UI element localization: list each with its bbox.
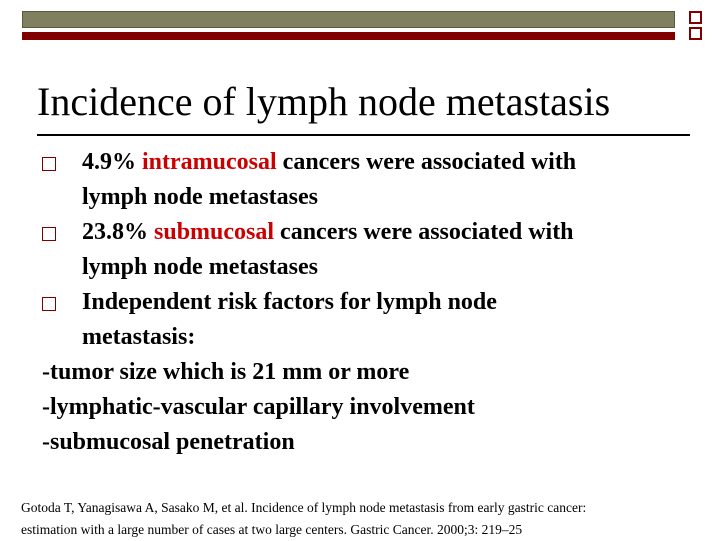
header-bar <box>22 11 675 39</box>
slide-body <box>42 145 702 460</box>
risk-factor-line: -submucosal penetration <box>42 429 295 455</box>
bullet-text: 4.9% <box>82 149 142 175</box>
bullet-item <box>42 145 702 215</box>
bullet-text: 23.8% <box>82 219 154 245</box>
square-bullet-icon <box>42 227 56 241</box>
citation <box>21 497 711 541</box>
bullet-text-continued: lymph node metastases <box>82 184 319 210</box>
bullet-item <box>42 285 702 355</box>
corner-square-icon <box>689 27 702 40</box>
bullet-item <box>42 215 702 285</box>
slide-title: Incidence of lymph node metastasis <box>37 79 611 124</box>
title-divider <box>37 134 690 136</box>
header-red-band <box>22 32 675 40</box>
bullet-text: cancers were associated with <box>276 149 577 175</box>
bullet-text: Independent risk factors for lymph node <box>82 289 497 315</box>
risk-factor-line: -tumor size which is 21 mm or more <box>42 359 410 385</box>
citation-line: Gotoda T, Yanagisawa A, Sasako M, et al. Incidence of lymph node metastasis from early gastric cancer: <box>21 500 587 515</box>
corner-square-icon <box>689 11 702 24</box>
bullet-text-continued: metastasis: <box>82 324 196 350</box>
bullet-text: cancers were associated with <box>274 219 574 245</box>
header-olive-band <box>22 11 675 28</box>
risk-factor-line: -lymphatic-vascular capillary involvement <box>42 394 475 420</box>
bullet-highlight: intramucosal <box>142 149 277 175</box>
square-bullet-icon <box>42 297 56 311</box>
citation-line: estimation with a large number of cases at two large centers. Gastric Cancer. 2000;3: 219–25 <box>21 522 523 537</box>
bullet-text-continued: lymph node metastases <box>82 254 319 280</box>
bullet-highlight: submucosal <box>154 219 275 245</box>
square-bullet-icon <box>42 157 56 171</box>
